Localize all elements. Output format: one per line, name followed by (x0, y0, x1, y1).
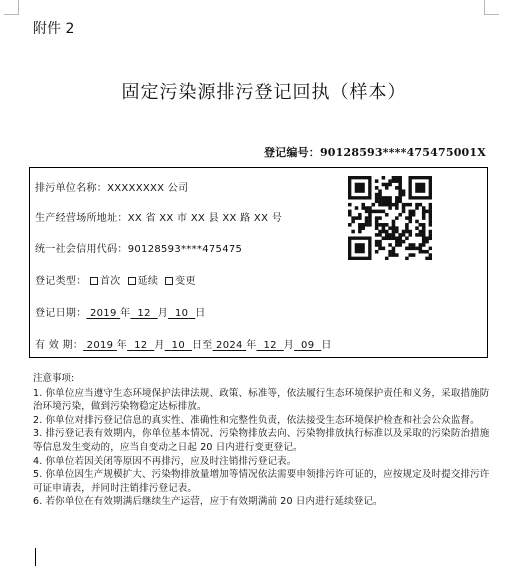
validity-to-month: 12 (263, 340, 277, 351)
option-first-time: 首次 (99, 276, 121, 287)
note-item: 3. 排污登记表有效期内，你单位基本情况、污染物排放去向、污染物排放执行标准以及采取的污染防治措施等信息发生变动的，应当自变动之日起 20 日内进行变更登记。 (33, 428, 490, 453)
validity-to-day: 09 (301, 340, 315, 351)
unit-name-value: XXXXXXXX 公司 (107, 183, 189, 194)
note-item: 4. 你单位若因关闭等原因不再排污，应及时注销排污登记表。 (33, 455, 297, 467)
month-unit: 月 (154, 340, 165, 351)
validity-from-month: 12 (134, 340, 148, 351)
qr-code-icon (348, 176, 432, 260)
checkbox-first-time[interactable] (90, 277, 98, 285)
validity-row (35, 336, 332, 351)
annex-label: 附件 2 (33, 21, 75, 37)
unit-name-label: 排污单位名称： (35, 183, 108, 194)
text-cursor (35, 548, 36, 566)
checkbox-renewal[interactable] (128, 277, 136, 285)
unit-name-row (35, 179, 188, 194)
validity-to-year: 2024 (216, 340, 243, 351)
note-item: 2. 你单位对排污登记信息的真实性、准确性和完整性负责，依法接受生态环境保护检查和社会公众监督。 (33, 414, 480, 426)
registration-number-label: 登记编号： (263, 146, 320, 159)
certificate-box (29, 167, 488, 358)
year-unit: 年 (246, 340, 257, 351)
credit-code-value: 90128593****475475 (127, 244, 243, 255)
registration-type-label: 登记类型： (35, 276, 87, 287)
year-unit: 年 (120, 308, 131, 319)
registration-date-row (35, 304, 206, 319)
registration-date-month: 12 (137, 308, 151, 319)
address-value: XX 省 XX 市 XX 县 XX 路 XX 号 (127, 213, 283, 224)
address-label: 生产经营场所地址： (35, 213, 128, 224)
option-change: 变更 (175, 276, 196, 287)
validity-label: 有 效 期： (35, 340, 84, 351)
registration-type-row (35, 272, 196, 287)
validity-to-text: 日至 (191, 340, 213, 351)
notes-heading: 注意事项: (33, 373, 75, 384)
crop-mark-top-left (4, 0, 19, 15)
month-unit: 月 (157, 308, 169, 319)
note-item: 6. 若你单位在有效期满后继续生产运营，应于有效期满前 20 日内进行延续登记。 (33, 496, 383, 508)
day-unit: 日 (195, 308, 206, 319)
checkbox-change[interactable] (165, 277, 173, 285)
day-unit: 日 (321, 340, 332, 351)
registration-number-value: 90128593****475475001X (319, 146, 486, 159)
credit-code-row (35, 240, 242, 255)
note-item: 5. 你单位因生产规模扩大、污染物排放量增加等情况依法需要申领排污许可证的，应按规定及时提交排污许可证申请表，并同时注销排污登记表。 (33, 469, 490, 494)
crop-mark-top-right (484, 0, 499, 15)
year-unit: 年 (116, 340, 128, 351)
registration-number (264, 144, 486, 160)
address-row (35, 209, 282, 224)
registration-date-year: 2019 (89, 308, 117, 319)
note-item: 1. 你单位应当遵守生态环境保护法律法规、政策、标准等，依法履行生态环境保护责任和义务，采取措施防治环境污染，做到污染物稳定达标排放。 (33, 387, 490, 413)
notes-section (33, 372, 493, 509)
month-unit: 月 (283, 340, 295, 351)
validity-from-day: 10 (171, 340, 185, 351)
option-renewal: 延续 (137, 276, 159, 287)
validity-from-year: 2019 (86, 340, 114, 351)
document-title: 固定污染源排污登记回执（样本） (121, 82, 407, 103)
credit-code-label: 统一社会信用代码： (35, 244, 128, 255)
registration-date-day: 10 (174, 308, 189, 319)
registration-date-label: 登记日期： (35, 308, 87, 319)
